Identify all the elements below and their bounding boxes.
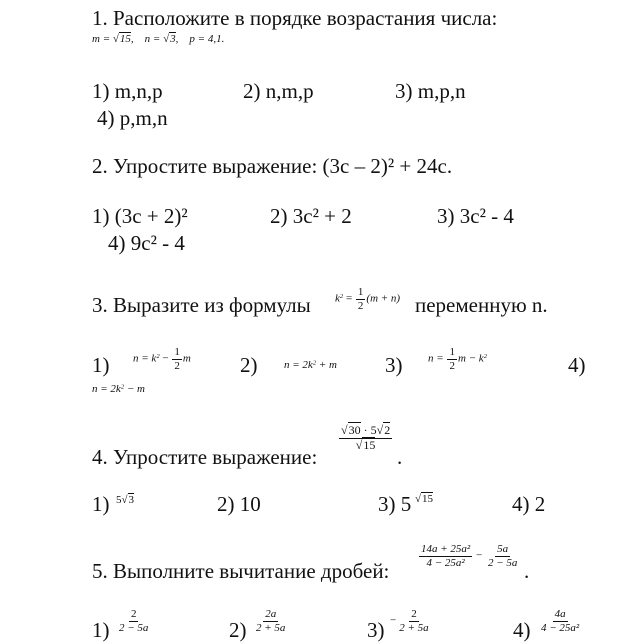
q4-option-2[interactable]: 2) 10 [217,492,261,516]
q3-formula: $k^2$ = $\frac{1}{2}$ (m + n) [335,286,401,312]
q5-expression: $\frac{\text{14a + 25a²}}{\text{4 − 25a²}}$ − $\frac{5a}{2 - 5a}$ [421,543,518,569]
q3-option-2-formula[interactable]: $n = 2k^2 + m$ [284,359,337,371]
q3-option-1-formula[interactable]: $n = k^2$ − $\frac{1}{2}$ m [133,346,191,372]
q5-option-4-label[interactable]: 4) [513,618,531,642]
q3-option-2-label[interactable]: 2) [240,353,258,377]
q3-option-4-formula[interactable]: $n = 2k^2 - m$ [92,383,145,395]
q3-option-1-label[interactable]: 1) [92,353,110,377]
q3-option-4-label[interactable]: 4) [568,353,586,377]
q3-title-part1: 3. Выразите из формулы [92,293,311,317]
q4-title: 4. Упростите выражение: [92,445,318,469]
q1-title: 1. Расположите в порядке возрастания числа: [92,6,498,30]
q2-title: 2. Упростите выражение: (3c – 2)² + 24c. [92,154,453,178]
q5-option-4-fraction[interactable]: $\frac{4a}{\text{4 − 25a²}}$ [541,608,580,634]
q4-option-4[interactable]: 4) 2 [512,492,546,516]
q5-option-1-fraction[interactable]: $\frac{2}{2 - 5a}$ [119,608,149,634]
q4-option-1-value[interactable]: 5√3 [116,494,135,506]
q3-title-part2: переменную n. [415,293,548,317]
q5-title: 5. Выполните вычитание дробей: [92,559,390,583]
q2-option-4[interactable]: 4) 9c² - 4 [108,231,185,255]
q2-option-2[interactable]: 2) 3c² + 2 [270,204,352,228]
q1-option-4[interactable]: 4) p,m,n [97,106,168,130]
q4-period: . [397,445,403,469]
q3-option-3-formula[interactable]: n = $\frac{1}{2}$ $m - k^2$ [428,346,487,372]
q5-option-1-label[interactable]: 1) [92,618,110,642]
q2-option-1[interactable]: 1) (3c + 2)² [92,204,188,228]
q4-option-1-label[interactable]: 1) [92,492,110,516]
q5-option-2-label[interactable]: 2) [229,618,247,642]
q5-option-2-fraction[interactable]: $\frac{2a}{2 + 5a}$ [256,608,286,634]
q1-option-2[interactable]: 2) n,m,p [243,79,314,103]
q4-expression: $\frac{√30 \cdot 5√2}{√15}$ [341,423,391,452]
q5-period: . [524,559,530,583]
q5-option-3-label[interactable]: 3) [367,618,385,642]
q2-option-3[interactable]: 3) 3c² - 4 [437,204,514,228]
q1-option-3[interactable]: 3) m,p,n [395,79,466,103]
q4-option-3-label[interactable]: 3) 5 [378,492,412,516]
q4-option-3-radical[interactable]: √15 [415,493,434,505]
q5-option-3-fraction[interactable]: − $\frac{2}{2 + 5a}$ [390,608,429,634]
q3-option-3-label[interactable]: 3) [385,353,403,377]
q1-option-1[interactable]: 1) m,n,p [92,79,163,103]
q1-given-values: m = √15, n = √3, p = 4,1. [92,33,225,45]
